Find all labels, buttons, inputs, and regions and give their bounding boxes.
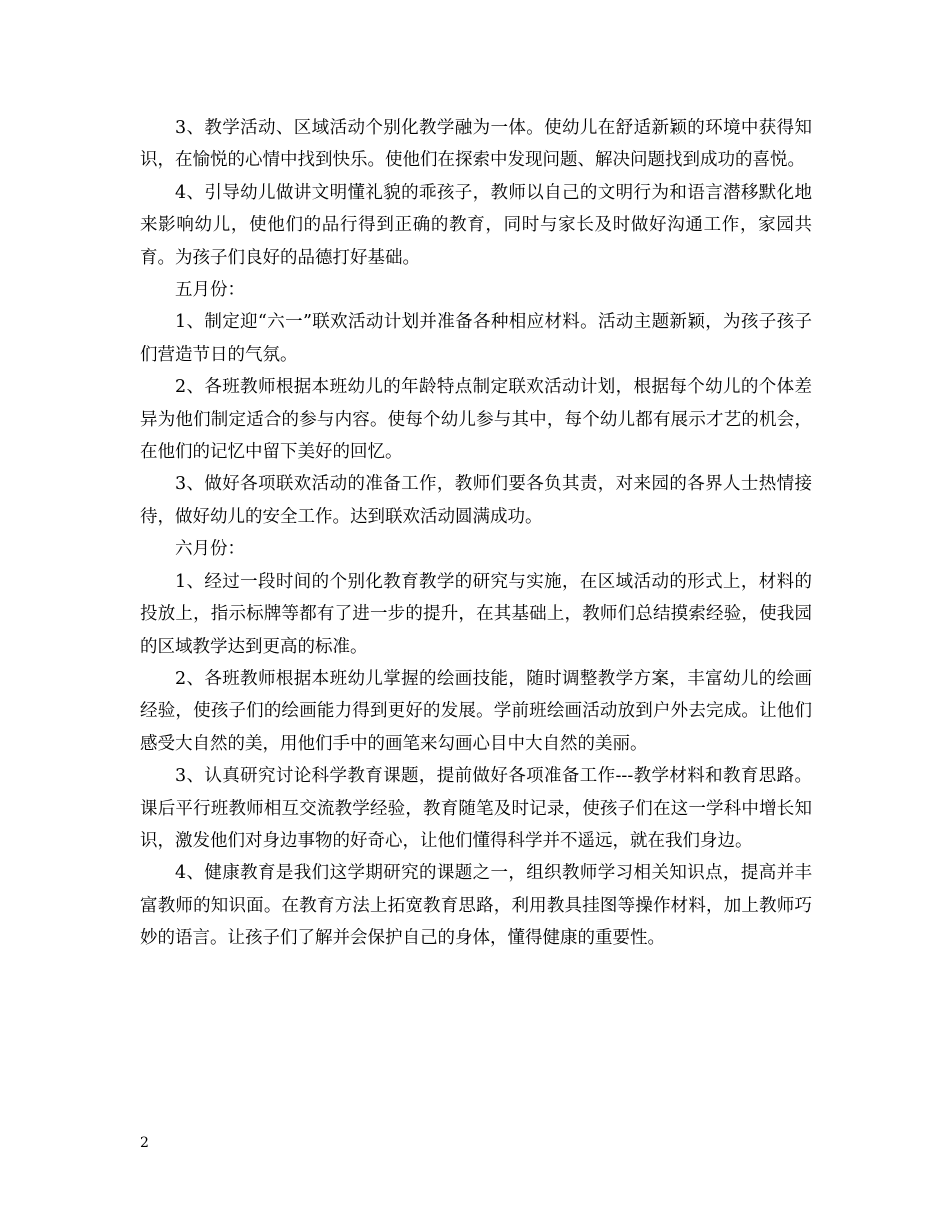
paragraph: 3、认真研究讨论科学教育课题，提前做好各项准备工作---教学材料和教育思路。课后平行班教师相互交流教学经验，教育随笔及时记录，使孩子们在这一学科中增长知识，激发他们对身边事物的好奇心，让他们懂得科学并不遥远，就在我们身边。 <box>140 766 812 851</box>
paragraph: 3、教学活动、区域活动个别化教学融为一体。使幼儿在舒适新颖的环境中获得知识，在愉悦的心情中找到快乐。使他们在探索中发现问题、解决问题找到成功的喜悦。 <box>140 118 812 171</box>
page-number: 2 <box>140 1135 149 1151</box>
paragraph: 1、经过一段时间的个别化教育教学的研究与实施，在区域活动的形式上，材料的投放上，指示标牌等都有了进一步的提升，在其基础上，教师们总结摸索经验，使我园的区域教学达到更高的标准。 <box>140 571 812 657</box>
paragraph: 3、做好各项联欢活动的准备工作，教师们要各负其责，对来园的各界人士热情接待，做好幼儿的安全工作。达到联欢活动圆满成功。 <box>140 474 812 527</box>
paragraph: 2、各班教师根据本班幼儿掌握的绘画技能，随时调整教学方案，丰富幼儿的绘画经验，使孩子们的绘画能力得到更好的发展。学前班绘画活动放到户外去完成。让他们感受大自然的美，用他们手中的画笔来勾画心目中大自然的美丽。 <box>140 668 812 754</box>
paragraph: 4、引导幼儿做讲文明懂礼貌的乖孩子，教师以自己的文明行为和语言潜移默化地来影响幼儿，使他们的品行得到正确的教育，同时与家长及时做好沟通工作，家园共育。为孩子们良好的品德打好基础。 <box>140 182 812 268</box>
document-body <box>140 112 812 955</box>
paragraph: 1、制定迎“六一”联欢活动计划并准备各种相应材料。活动主题新颖，为孩子孩子们营造节日的气氛。 <box>140 312 812 365</box>
paragraph: 4、健康教育是我们这学期研究的课题之一，组织教师学习相关知识点，提高并丰富教师的知识面。在教育方法上拓宽教育思路，利用教具挂图等操作材料，加上教师巧妙的语言。让孩子们了解并会保护自己的身体，懂得健康的重要性。 <box>140 863 812 949</box>
paragraph: 2、各班教师根据本班幼儿的年龄特点制定联欢活动计划，根据每个幼儿的个体差异为他们制定适合的参与内容。使每个幼儿参与其中，每个幼儿都有展示才艺的机会，在他们的记忆中留下美好的回忆。 <box>140 377 812 463</box>
section-heading-may: 五月份： <box>175 280 245 301</box>
section-heading-june: 六月份： <box>175 539 245 560</box>
